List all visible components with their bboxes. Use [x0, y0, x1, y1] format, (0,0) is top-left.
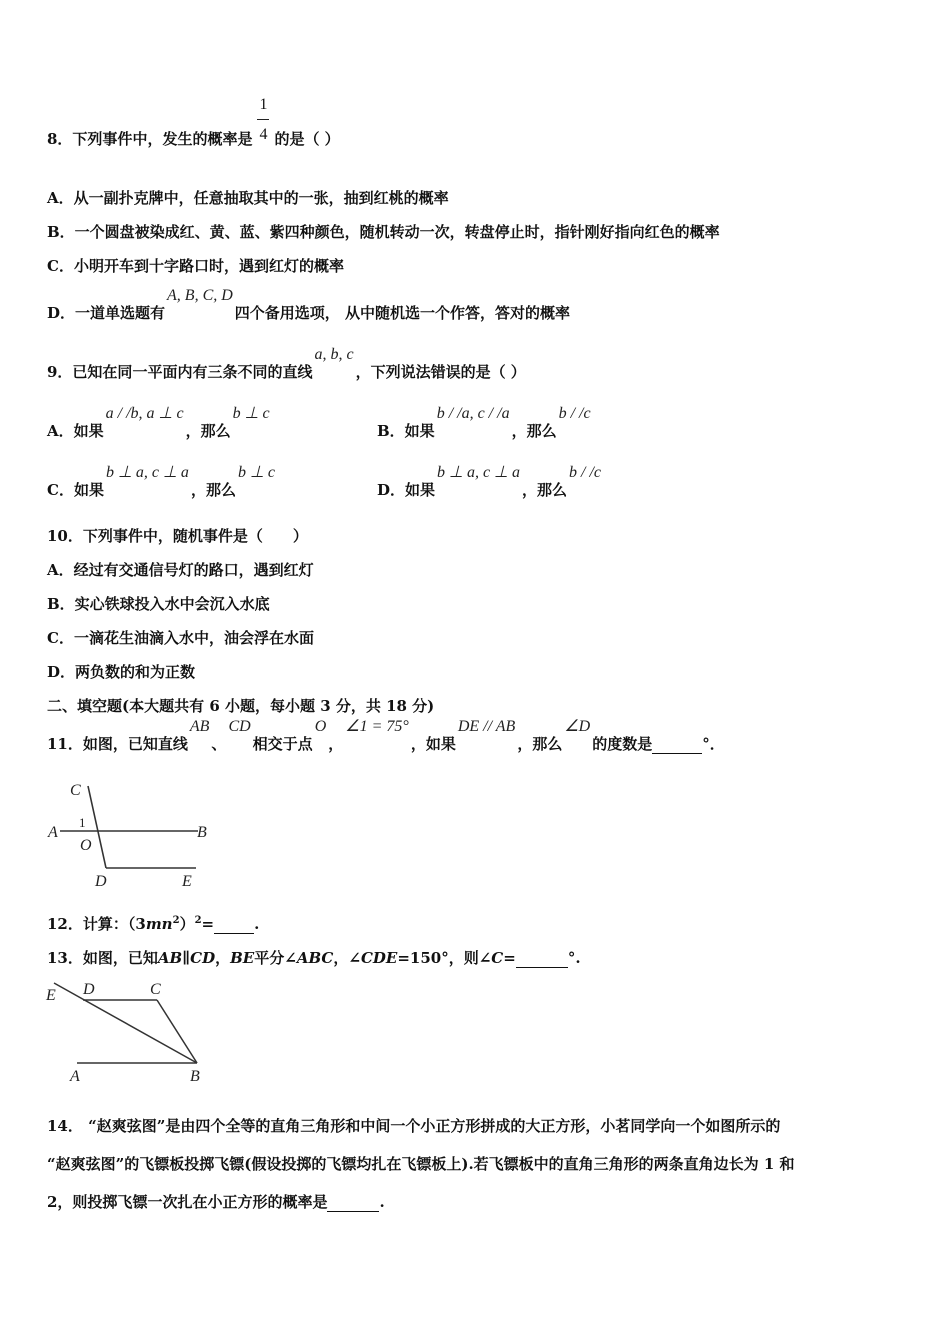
q9-option-d: D．如果b ⊥ a, c ⊥ a，那么b / /c [377, 464, 602, 499]
q9-stem: 9．已知在同一平面内有三条不同的直线a, b, c，下列说法错误的是（ ） [47, 346, 526, 381]
q14-line-1: 14． “赵爽弦图”是由四个全等的直角三角形和中间一个小正方形拼成的大正方形，小茗同学向一个如图所示的 [47, 1117, 781, 1135]
fraction-one-quarter: $\frac{1}{4}$ [259, 96, 268, 143]
label-c: C [150, 981, 161, 998]
label-a: A [70, 1068, 80, 1085]
q14-line-3: 2，则投掷飞镖一次扎在小正方形的概率是 . [47, 1193, 385, 1211]
q11-answer-blank [652, 735, 702, 754]
q12-stem: 12．计算：$(3mn^2)^2=$ . [47, 915, 260, 933]
q13-stem: 13．如图，已知AB∥CD，BE平分∠ABC，∠CDE=150°，则∠C= °. [47, 949, 581, 967]
q14-answer-blank [327, 1193, 379, 1212]
q10-option-b: B．实心铁球投入水中会沉入水底 [47, 595, 270, 613]
q9-option-c: C．如果b ⊥ a, c ⊥ a，那么b ⊥ c [47, 464, 275, 499]
label-o: O [80, 837, 92, 854]
q11-stem: 11．如图，已知直线AB、CD相交于点O，∠1 = 75°，如果DE // AB，那么∠D的度数是 °． [47, 718, 725, 753]
q8-option-c: C．小明开车到十字路口时，遇到红灯的概率 [47, 257, 344, 275]
q13-answer-blank [516, 949, 568, 968]
q10-stem: 10．下列事件中，随机事件是（ ） [47, 527, 308, 545]
label-d: D [83, 981, 95, 998]
q13-figure [40, 975, 220, 1090]
q11-figure [40, 770, 230, 895]
q10-option-a: A．经过有交通信号灯的路口，遇到红灯 [47, 561, 314, 579]
q9-option-a: A．如果a / /b, a ⊥ c，那么b ⊥ c [47, 405, 270, 440]
q14-line-2: “赵爽弦图”的飞镖板投掷飞镖(假设投掷的飞镖均扎在飞镖板上).若飞镖板中的直角三角形的两条直角边长为 1 和 [47, 1155, 795, 1173]
label-angle-1: 1 [79, 815, 86, 830]
label-d: D [95, 873, 107, 890]
label-e: E [46, 987, 56, 1004]
label-e: E [182, 873, 192, 890]
label-b: B [197, 824, 207, 841]
label-b: B [190, 1068, 200, 1085]
line-cd [88, 786, 106, 868]
q8-option-b: B．一个圆盘被染成红、黄、蓝、紫四种颜色，随机转动一次，转盘停止时，指针刚好指向红色的概率 [47, 223, 720, 241]
q9-option-b: B．如果b / /a, c / /a，那么b / /c [377, 405, 591, 440]
section-heading: 二、填空题(本大题共有 6 小题，每小题 3 分，共 18 分) [47, 697, 435, 715]
q8-stem: 8．下列事件中，发生的概率是 $\frac{1}{4}$ 的是（ ） [47, 96, 340, 148]
segment-cb [157, 1000, 197, 1063]
q8-option-a: A．从一副扑克牌中，任意抽取其中的一张，抽到红桃的概率 [47, 189, 449, 207]
label-a: A [48, 824, 58, 841]
q12-answer-blank [214, 915, 254, 934]
q8-option-d: D．一道单选题有A, B, C, D四个备用选项， 从中随机选一个作答，答对的概率 [47, 287, 571, 322]
q10-option-c: C．一滴花生油滴入水中，油会浮在水面 [47, 629, 314, 647]
q10-option-d: D．两负数的和为正数 [47, 663, 196, 681]
label-c: C [70, 782, 81, 799]
segment-eb [54, 983, 197, 1063]
